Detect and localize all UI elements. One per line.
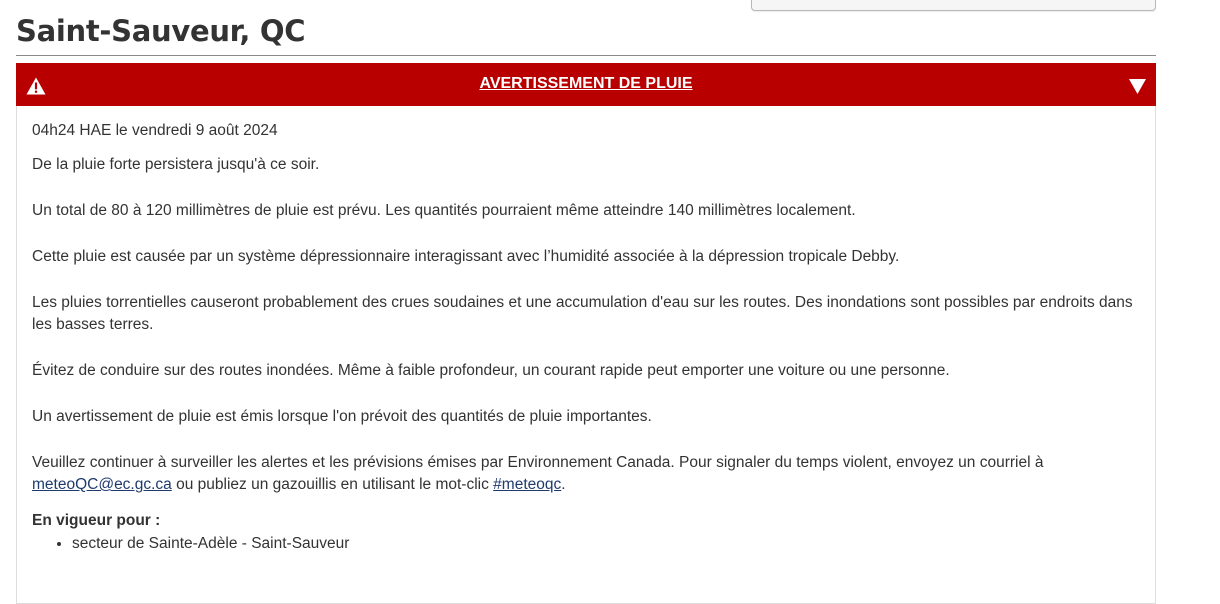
alert-paragraph: Un avertissement de pluie est émis lorsque l'on prévoit des quantités de pluie importantes. xyxy=(32,408,652,425)
alert-title-link[interactable]: AVERTISSEMENT DE PLUIE xyxy=(479,75,693,92)
report-text: . xyxy=(561,476,566,493)
alert-header[interactable] xyxy=(16,63,1156,106)
alert-paragraph: Un total de 80 à 120 millimètres de pluie est prévu. Les quantités pourraient même atteindre 140 millimètres localement. xyxy=(32,202,856,219)
hashtag-link[interactable]: #meteoqc xyxy=(493,476,562,493)
alert-paragraph: Cette pluie est causée par un système dépressionnaire interagissant avec l’humidité associée à la dépression tropicale Debby. xyxy=(32,248,900,265)
report-text: ou publiez un gazouillis en utilisant le mot-clic xyxy=(171,476,494,493)
in-effect-label: En vigueur pour : xyxy=(32,512,161,529)
alert-paragraph: Évitez de conduire sur des routes inondées. Même à faible profondeur, un courant rapide peut emporter une voiture ou une personne. xyxy=(32,362,950,379)
report-paragraph xyxy=(32,452,1137,496)
alert-body xyxy=(32,120,1137,555)
caret-down-icon[interactable] xyxy=(1129,79,1146,94)
report-text: Veuillez continuer à surveiller les alertes et les prévisions émises par Environnement Canada. Pour signaler du temps violent, envoyez un courriel à xyxy=(32,454,1044,471)
region-item: • secteur de Sainte-Adèle - Saint-Sauveur xyxy=(72,533,1137,555)
search-box[interactable] xyxy=(751,0,1156,11)
issued-time: 04h24 HAE le vendredi 9 août 2024 xyxy=(32,122,278,139)
email-link[interactable]: meteoQC@ec.gc.ca xyxy=(32,476,172,493)
regions-list xyxy=(32,533,1137,555)
page-title: Saint-Sauveur, QC xyxy=(16,14,306,48)
alert-paragraph: De la pluie forte persistera jusqu'à ce soir. xyxy=(32,156,320,173)
alert-paragraph: Les pluies torrentielles causeront probablement des crues soudaines et une accumulation d'eau sur les routes. Des inondations sont possibles par endroits dans les basses terres. xyxy=(32,294,1133,333)
title-divider xyxy=(16,55,1156,56)
